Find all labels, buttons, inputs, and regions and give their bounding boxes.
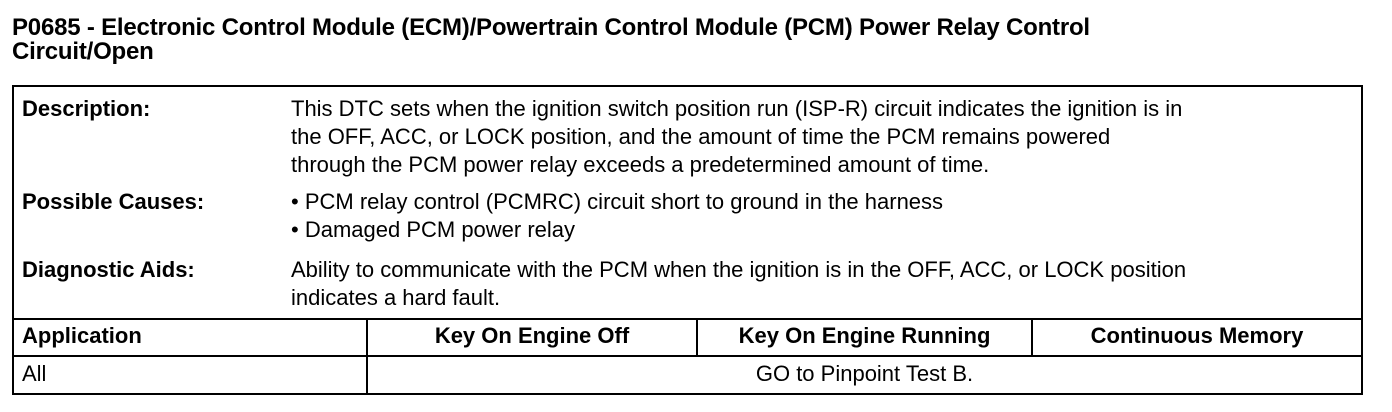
table-divider [14,355,1361,357]
header-key-on-engine-running: Key On Engine Running [738,323,991,348]
diagnostic-aids-line-2: indicates a hard fault. [291,285,501,310]
diagnostic-aids-line-1: Ability to communicate with the PCM when the ignition is in the OFF, ACC, or LOCK position [291,257,1187,282]
description-text [291,95,1351,179]
title-line-2: Circuit/Open [12,38,154,65]
possible-causes-label: Possible Causes: [22,189,205,214]
header-continuous-memory: Continuous Memory [1090,323,1304,348]
table-divider [14,318,1361,320]
diagnostic-aids-text [291,256,1351,312]
pinpoint-test-instruction: GO to Pinpoint Test B. [755,361,974,386]
description-line-2: the OFF, ACC, or LOCK position, and the amount of time the PCM remains powered [291,124,1111,149]
description-line-3: through the PCM power relay exceeds a predetermined amount of time. [291,152,990,177]
header-application: Application [22,323,142,348]
possible-cause-item: • PCM relay control (PCMRC) circuit short to ground in the harness [291,189,944,214]
possible-cause-item: • Damaged PCM power relay [291,217,576,242]
title-line-1: P0685 - Electronic Control Module (ECM)/Powertrain Control Module (PCM) Power Relay Control [12,14,1090,41]
description-line-1: This DTC sets when the ignition switch position run (ISP-R) circuit indicates the ignition is in [291,96,1183,121]
application-value: All [22,361,47,386]
page-title [12,16,1372,64]
dtc-info-table [12,85,1363,395]
possible-causes-list [291,188,1351,244]
description-label: Description: [22,96,151,121]
diagnostic-aids-label: Diagnostic Aids: [22,257,195,282]
header-key-on-engine-off: Key On Engine Off [434,323,630,348]
